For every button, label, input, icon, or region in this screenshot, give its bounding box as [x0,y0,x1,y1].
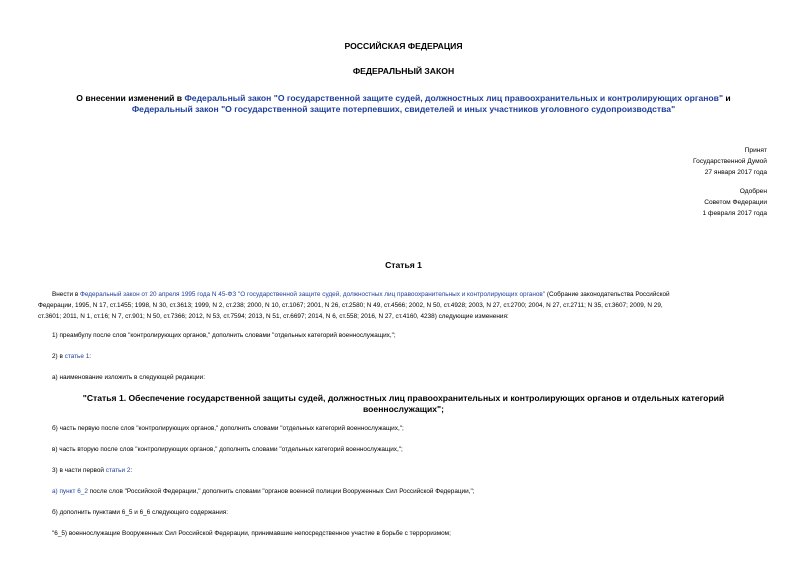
header-country: РОССИЙСКАЯ ФЕДЕРАЦИЯ [344,41,463,51]
intro-prefix: Внести в [52,291,80,298]
intro-line-1 [38,289,768,300]
document-title [20,93,787,115]
new-title-line-1: "Статья 1. Обеспечение государственной защиты судей, должностных лиц правоохранительных и контролирующих органов и отдельных категорий [82,393,725,403]
title-link-law-victims[interactable]: Федеральный закон "О государственной защите потерпевших, свидетелей и иных участников уголовного судопроизводства" [131,104,676,114]
item-3-suffix: : [130,467,133,474]
article-1-new-title [50,393,757,415]
header-law-type: ФЕДЕРАЛЬНЫЙ ЗАКОН [352,66,455,76]
item-2-link-article-1[interactable]: статье 1 [64,353,90,360]
item-2a: а) наименование изложить в следующей редакции: [52,374,205,381]
item-3-prefix: 3) в части первой [52,467,106,474]
item-2-suffix: : [89,353,92,360]
item-1: 1) преамбулу после слов "контролирующих органов," дополнить словами "отдельных категорий военнослужащих,"; [52,332,396,339]
item-2b: б) часть первую после слов "контролирующих органов," дополнить словами "отдельных категорий военнослужащих,"; [52,425,404,432]
item-2 [52,351,91,362]
item-3a-text: после слов "Российской Федерации," дополнить словами "органов военной полиции Вооруженных Сил Российской Федерации,"; [87,488,475,495]
adopted-date: 27 января 2017 года [704,169,767,176]
adopted-label: Принят [744,147,767,154]
title-and: и [723,93,731,103]
item-2c: в) часть вторую после слов "контролирующих органов," дополнить словами "отдельных категорий военнослужащих,"; [52,446,403,453]
article-1-heading: Статья 1 [385,260,422,270]
intro-line-2: Федерации, 1995, N 17, ст.1455; 1998, N 30, ст.3613; 1999, N 2, ст.238; 2000, N 10, ст.1067; 2001, N 26, ст.2580; N 49, ст.4566; 2002, N 50, ст.4928; 2003, N 27, ст.2700; 2004, N 27, ст.2711; N 35, ст.3607; 2009, N 29, [38,302,663,309]
item-3c: "6_5) военнослужащие Вооруженных Сил Российской Федерации, принимавшие непосредственное участие в борьбе с терроризмом; [52,530,451,537]
item-3a-link-point-6-2[interactable]: а) пункт 6_2 [52,488,88,495]
item-3b: б) дополнить пунктами 6_5 и 6_6 следующего содержания: [52,509,229,516]
approved-label: Одобрен [739,188,767,195]
adopted-block [693,145,767,178]
new-title-line-2: военнослужащих"; [363,404,444,414]
item-3-link-article-2[interactable]: статьи 2 [105,467,131,474]
approved-block [703,186,767,219]
title-line-2 [20,104,787,115]
approved-body: Советом Федерации [704,199,767,206]
intro-suffix: (Собрание законодательства Российской [545,291,670,298]
item-2-prefix: 2) в [52,353,65,360]
item-3 [52,465,132,476]
title-prefix: О внесении изменений в [76,93,185,103]
approved-date: 1 февраля 2017 года [702,210,767,217]
article-1-intro [38,289,768,322]
item-3a [52,486,475,497]
adopted-body: Государственной Думой [693,158,767,165]
title-line-1 [20,93,787,104]
title-link-law-judges[interactable]: Федеральный закон "О государственной защите судей, должностных лиц правоохранительных и контролирующих органов" [184,93,724,103]
intro-link-law-45fz[interactable]: Федеральный закон от 20 апреля 1995 года N 45-ФЗ "О государственной защите судей, должностных лиц правоохранительных и контролирующих органов" [79,291,546,298]
intro-line-3: ст.3601; 2011, N 1, ст.16; N 7, ст.901; N 50, ст.7366; 2012, N 53, ст.7594; 2013, N 51, ст.6697; 2014, N 6, ст.558; 2016, N 27, ст.4160, 4238) следующие изменения: [38,313,509,320]
